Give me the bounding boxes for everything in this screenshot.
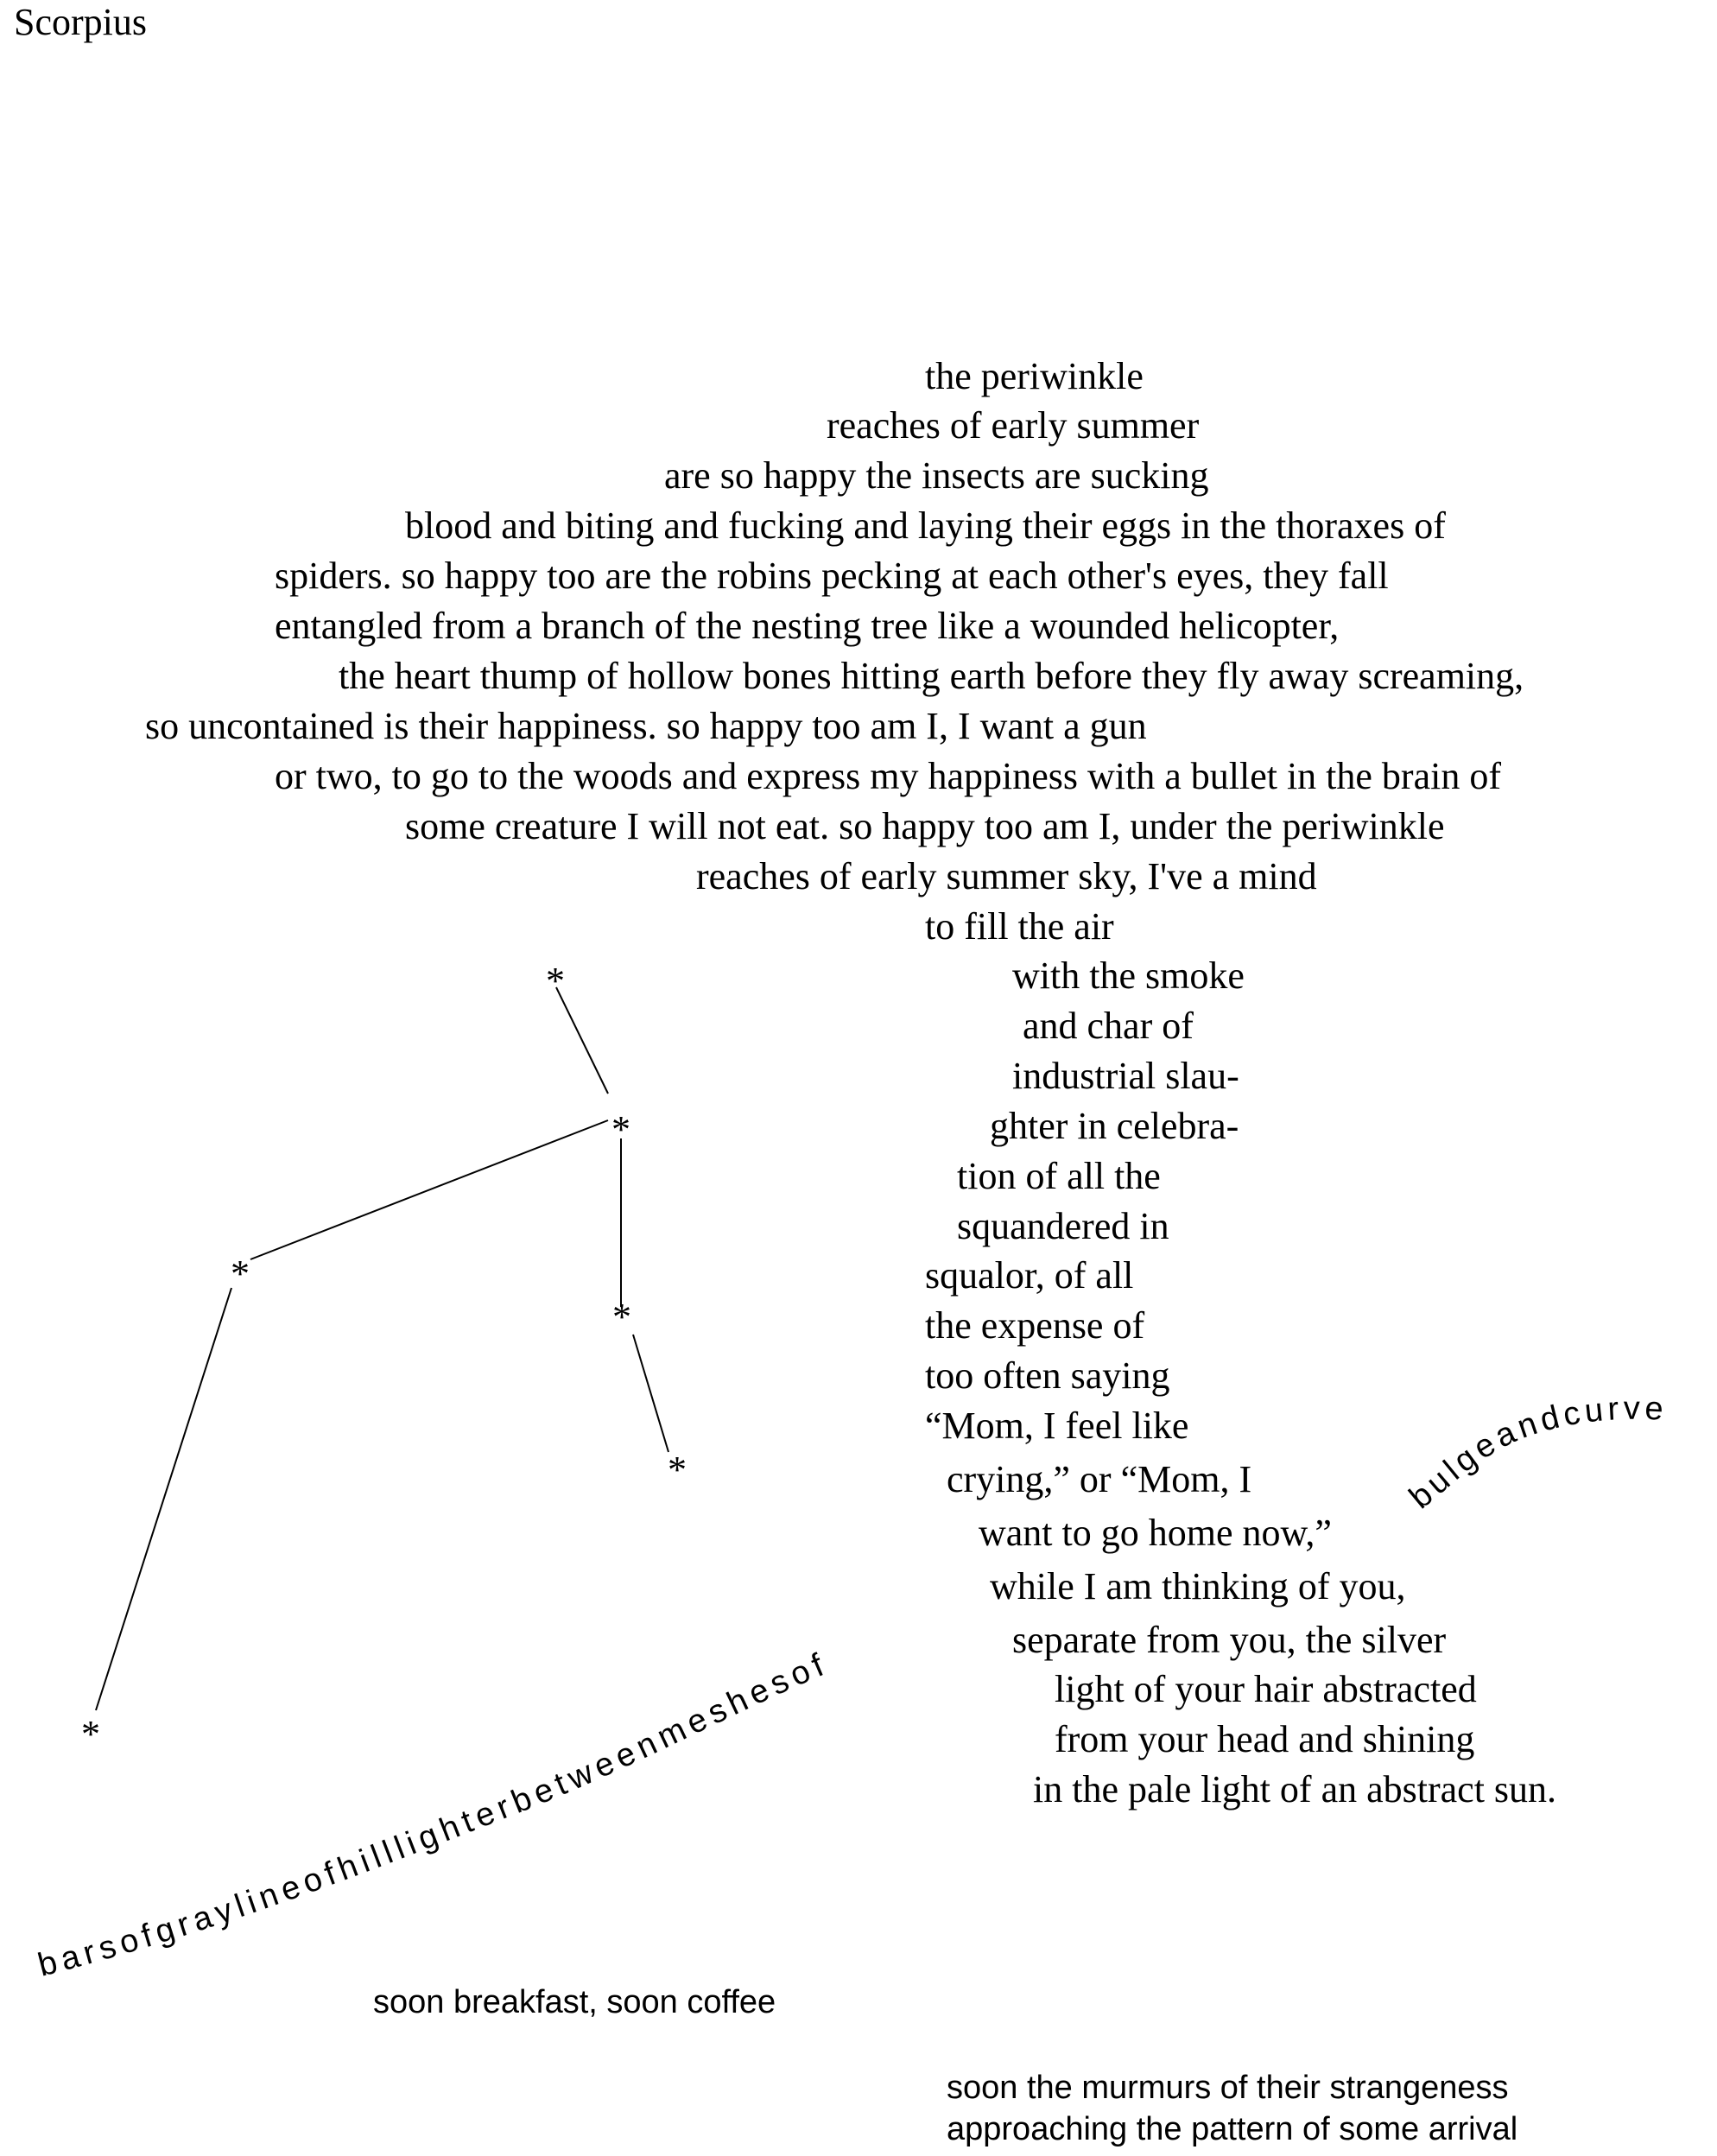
bulge-curved-text [1403,1391,1669,1516]
poem-title: Scorpius [14,1,147,43]
poem-line: squandered in [957,1205,1169,1247]
poem-line: in the pale light of an abstract sun. [1033,1768,1557,1810]
poem-line: reaches of early summer [827,404,1200,447]
poem-line: separate from you, the silver [1012,1619,1447,1661]
poem-line: squalor, of all [925,1254,1134,1297]
constellation-line [96,1288,231,1710]
constellation-line [556,987,608,1094]
poem-line: too often saying [925,1354,1170,1397]
constellation-line [633,1335,668,1452]
poem-line: or two, to go to the woods and express my happiness with a bullet in the brain of [275,755,1501,797]
poem-line: from your head and shining [1055,1718,1475,1760]
poem-line: spiders. so happy too are the robins pecking at each other's eyes, they fall [275,555,1389,597]
star-icon: * [612,1296,631,1338]
poem-line: the expense of [925,1304,1145,1347]
caption-murmurs-line-1: soon the murmurs of their strangeness [947,2070,1509,2106]
poem-line: want to go home now,” [979,1512,1332,1554]
poem-line: tion of all the [957,1155,1161,1197]
poem-line: blood and biting and fucking and laying their eggs in the thoraxes of [405,504,1446,547]
poem-line: are so happy the insects are sucking [664,454,1209,497]
poem-line: to fill the air [925,905,1114,948]
poem-line: reaches of early summer sky, I've a mind [696,855,1317,897]
poem-line: “Mom, I feel like [925,1405,1189,1447]
bulge-curved-text-path: bulgeandcurve [1403,1390,1669,1517]
hill-curved-text-path: barsofgraylineofhilllighterbetweenmeshesof [34,1645,834,1984]
poem-line: entangled from a branch of the nesting tree like a wounded helicopter, [275,605,1340,647]
poem-line: and char of [1023,1005,1194,1047]
constellation-stars [81,960,687,1755]
poem-line: light of your hair abstracted [1055,1668,1477,1710]
caption-breakfast: soon breakfast, soon coffee [373,1984,776,2020]
star-icon: * [611,1108,630,1151]
constellation-lines [96,987,668,1710]
star-icon: * [81,1713,100,1755]
poem-line: the periwinkle [925,355,1144,397]
poem-line: industrial slau- [1012,1055,1239,1097]
poem-line: so uncontained is their happiness. so happy too am I, I want a gun [145,705,1147,747]
poem-line: the heart thump of hollow bones hitting earth before they fly away screaming, [339,655,1524,697]
poem-line: while I am thinking of you, [990,1565,1406,1607]
star-icon: * [668,1449,687,1491]
poem-line: crying,” or “Mom, I [947,1458,1252,1500]
hill-curved-text [35,1646,833,1984]
caption-murmurs-line-2: approaching the pattern of some arrival [947,2111,1518,2147]
star-icon: * [546,960,565,1002]
star-icon: * [231,1252,250,1295]
poem-line: ghter in celebra- [990,1105,1239,1147]
poem-line: some creature I will not eat. so happy too am I, under the periwinkle [405,805,1445,847]
poem-line: with the smoke [1012,954,1245,997]
constellation-line [250,1120,608,1259]
